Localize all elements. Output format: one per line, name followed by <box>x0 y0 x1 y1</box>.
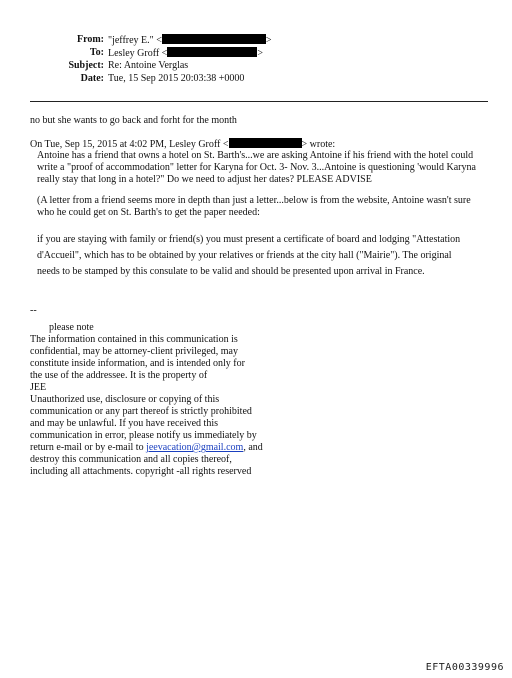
disclaimer-text-1: The information contained in this communication is confidential, may be attorney-client privileged, may constitute inside information, and is intended only for the use of the addressee. It is the property of JEE Unauthorized use, disclosure or copying of this communication or any part thereof is strictly prohibited and may be unlawful. If you have received this communication in error, please notify us immediately by return e-mail or by e-mail to <box>30 334 257 453</box>
to-label: To: <box>89 47 104 58</box>
disclaimer-text-2: , and destroy this communication and all copies thereof, including all attachments. copyright -all rights reserved <box>30 442 263 477</box>
quoted-message: Antoine has a friend that owns a hotel on St. Barth's...we are asking Antoine if his friend with the hotel could write a "proof of accommodation" letter for Karyna for Oct. 3- Nov. 3...Antoine is questioning 'would Karyna really stay that long in a hotel?" Do we need to adjust her dates? PLEASE ADVISE <box>37 150 476 185</box>
to-value <box>108 47 263 60</box>
disclaimer <box>30 334 330 478</box>
from-label: From: <box>76 34 104 45</box>
please-note: please note <box>49 322 94 333</box>
document-id: EFTA00339996 <box>425 662 504 673</box>
to-close: > <box>257 48 263 59</box>
to-name: Lesley Groff < <box>108 48 168 59</box>
to-row <box>30 47 263 60</box>
subject-row <box>30 60 250 73</box>
from-row <box>30 34 272 47</box>
quote-intro-prefix: On Tue, Sep 15, 2015 at 4:02 PM, Lesley Groff < <box>30 139 229 150</box>
from-close: > <box>265 35 272 46</box>
date-label: Date: <box>80 73 104 84</box>
subject-value: Re: Antoine Verglas <box>108 60 189 71</box>
email-link[interactable]: jeevacation@gmail.com <box>146 442 244 453</box>
quote-intro-suffix: > wrote: <box>301 139 336 150</box>
quoted-note: (A letter from a friend seems more in depth than just a letter...below is from the website, Antoine wasn't sure who he could get on St. Barth's to get the paper needed: <box>37 195 471 218</box>
redaction-block <box>167 47 257 57</box>
from-name: "jeffrey E." < <box>108 35 162 46</box>
redaction-block <box>229 138 302 148</box>
date-value: Tue, 15 Sep 2015 20:03:38 +0000 <box>108 73 245 84</box>
date-row <box>30 73 250 86</box>
subject-label: Subject: <box>68 60 104 71</box>
redaction-block <box>162 34 266 44</box>
reply-line: no but she wants to go back and forht for the month <box>30 115 237 126</box>
header-divider <box>30 101 488 102</box>
quoted-policy: if you are staying with family or friend(s) you must present a certificate of board and lodging "Attestation d'Accueil", which has to be obtained by your relatives or friends at the city hall ("Mairie"). The original needs to be stamped by this consulate to be valid and should be presented upon arrival in France. <box>37 234 461 277</box>
email-header <box>30 34 272 86</box>
signature-dashes: -- <box>30 305 37 316</box>
from-value <box>108 34 272 47</box>
